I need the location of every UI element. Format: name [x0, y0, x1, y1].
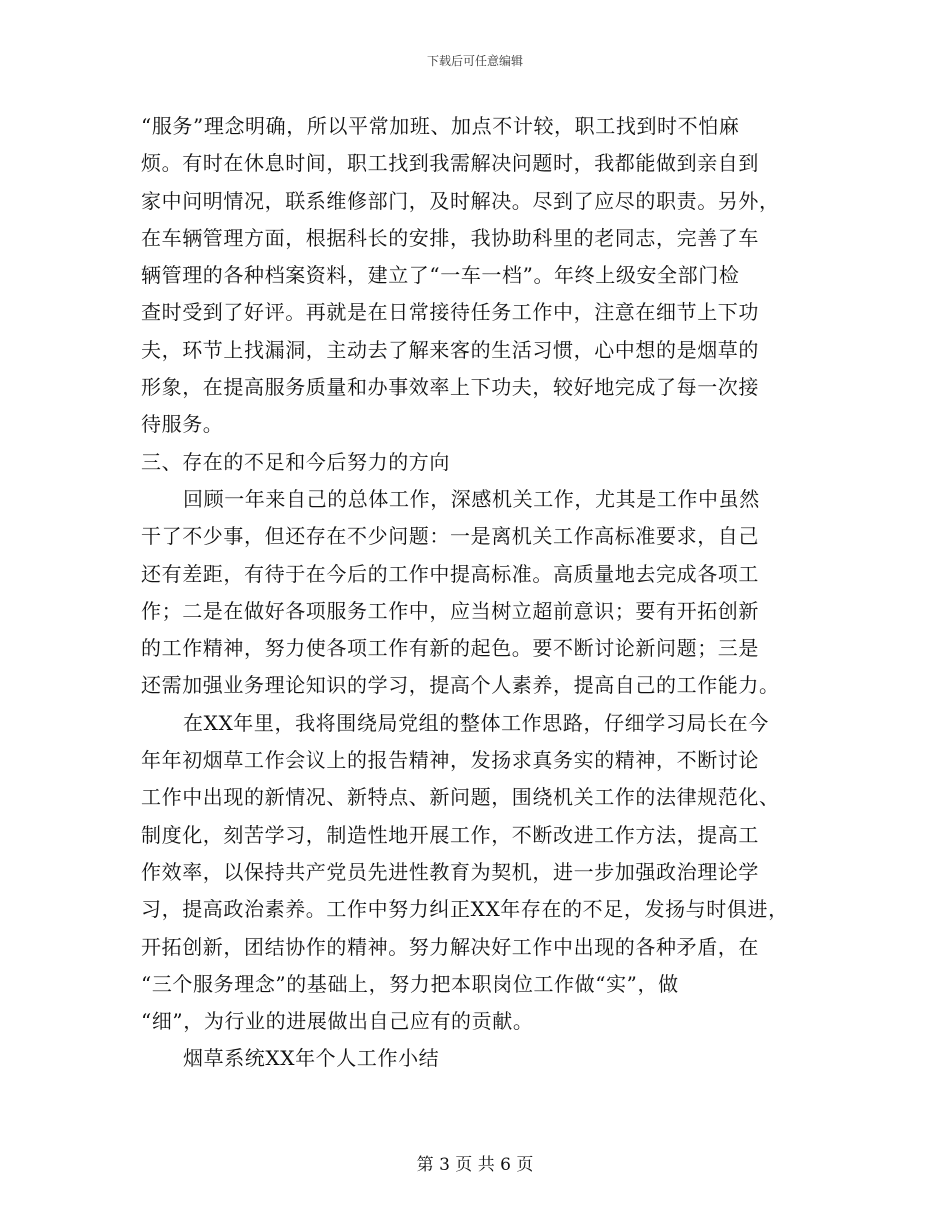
text-line: 工作中出现的新情况、新特点、新问题，围绕机关工作的法律规范化、	[141, 785, 780, 810]
text-line: 查时受到了好评。再就是在日常接待任务工作中，注意在细节上下功	[141, 300, 759, 325]
text-line: “三个服务理念”的基础上，努力把本职岗位工作做“实”，做	[141, 971, 679, 996]
text-line: 烦。有时在休息时间，职工找到我需解决问题时，我都能做到亲自到	[141, 151, 759, 176]
text-line: 待服务。	[141, 412, 224, 437]
text-line: 作效率，以保持共产党员先进性教育为契机，进一步加强政治理论学	[141, 859, 759, 884]
text-line: 干了不少事，但还存在不少问题：一是离机关工作高标准要求，自己	[141, 524, 759, 549]
section-heading: 三、存在的不足和今后努力的方向	[141, 449, 450, 474]
text-line: 习，提高政治素养。工作中努力纠正XX年存在的不足，发扬与时俱进，	[141, 897, 789, 922]
paragraph-first-line: 回顾一年来自己的总体工作，深感机关工作，尤其是工作中虽然	[183, 486, 760, 511]
text-line: 辆管理的各种档案资料，建立了“一车一档”。年终上级安全部门检	[141, 263, 740, 288]
text-line: “服务”理念明确，所以平常加班、加点不计较，职工找到时不怕麻	[141, 114, 740, 138]
text-line: 还有差距，有待于在今后的工作中提高标准。高质量地去完成各项工	[141, 561, 759, 586]
text-line: 在车辆管理方面，根据科长的安排，我协助科里的老同志，完善了车	[141, 225, 759, 250]
text-line: 作；二是在做好各项服务工作中，应当树立超前意识；要有开拓创新	[141, 598, 759, 623]
page-number-footer: 第 3 页 共 6 页	[416, 1155, 534, 1175]
text-line: 开拓创新，团结协作的精神。努力解决好工作中出现的各种矛盾，在	[141, 934, 759, 959]
document-body	[141, 108, 813, 1078]
text-line: 的工作精神，努力使各项工作有新的起色。要不断讨论新问题；三是	[141, 636, 759, 661]
page-header: 下载后可任意编辑	[426, 54, 523, 68]
subtitle-line: 烟草系统XX年个人工作小结	[183, 1046, 440, 1071]
text-line: 年年初烟草工作会议上的报告精神，发扬求真务实的精神，不断讨论	[141, 748, 759, 773]
text-line: 制度化，刻苦学习，制造性地开展工作，不断改进工作方法，提高工	[141, 822, 759, 847]
text-line: 夫，环节上找漏洞，主动去了解来客的生活习惯，心中想的是烟草的	[141, 337, 759, 362]
text-line: “细”，为行业的进展做出自己应有的贡献。	[141, 1009, 534, 1034]
text-line: 形象，在提高服务质量和办事效率上下功夫，较好地完成了每一次接	[141, 375, 759, 400]
paragraph-first-line: 在XX年里，我将围绕局党组的整体工作思路，仔细学习局长在今	[183, 710, 769, 735]
text-line: 家中问明情况，联系维修部门，及时解决。尽到了应尽的职责。另外，	[141, 188, 780, 213]
text-line: 还需加强业务理论知识的学习，提高个人素养，提高自己的工作能力。	[141, 673, 780, 698]
